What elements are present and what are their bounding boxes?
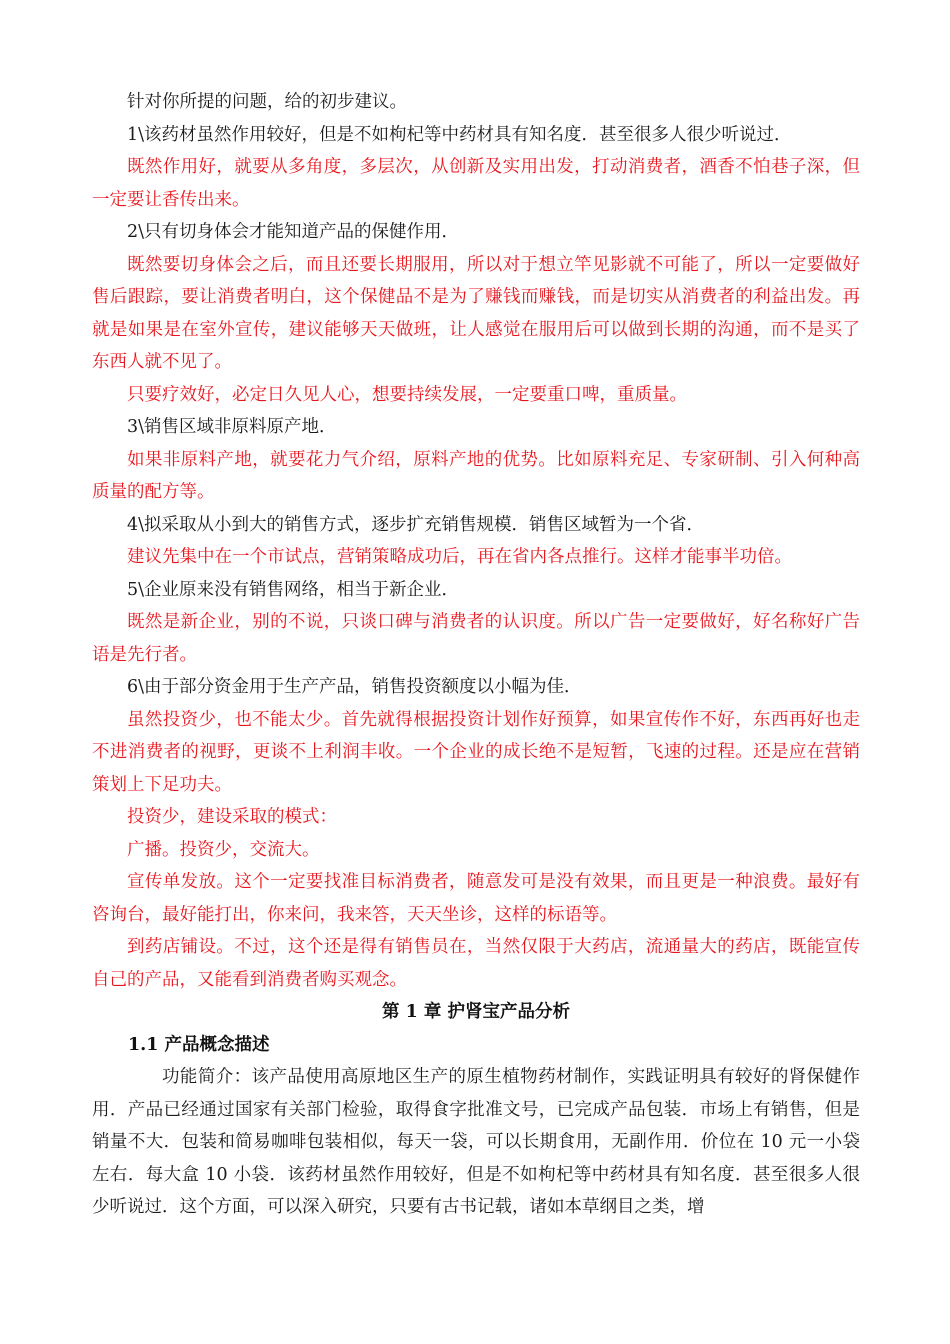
chapter-title: 第 1 章 护肾宝产品分析	[382, 1002, 570, 1022]
answer-4-1: 建议先集中在一个市试点，营销策略成功后，再在省内各点推行。这样才能事半功倍。	[127, 547, 792, 567]
answer-3-1: 如果非原料产地，就要花力气介绍，原料产地的优势。比如原料充足、专家研制、引入何种高质量的配方等。	[92, 449, 860, 502]
document-page	[92, 86, 860, 1224]
answer-6-2: 投资少，建设采取的模式：	[127, 807, 337, 827]
section-title: 1.1 产品概念描述	[128, 1034, 270, 1055]
answer-2-1: 既然要切身体会之后，而且还要长期服用，所以对于想立竿见影就不可能了，所以一定要做好售后跟踪，要让消费者明白，这个保健品不是为了赚钱而赚钱，而是切实从消费者的利益出发。再就是如果是在室外宣传，建议能够天天做班，让人感觉在服用后可以做到长期的沟通，而不是买了东西人就不见了。	[92, 254, 860, 372]
answer-6-5: 到药店铺设。不过，这个还是得有销售员在，当然仅限于大药店，流通量大的药店，既能宣传自己的产品，又能看到消费者购买观念。	[92, 937, 860, 990]
section-body: 功能简介：该产品使用高原地区生产的原生植物药材制作，实践证明具有较好的肾保健作用．产品已经通过国家有关部门检验，取得食字批准文号，已完成产品包装．市场上有销售，但是销量不大．包装和简易咖啡包装相似，每天一袋，可以长期食用，无副作用．价位在 10 元一小袋左右．每大盒 10 小袋．该药材虽然作用较好，但是不如枸杞等中药材具有知名度．甚至很多人很少听说过．这个方面，可以深入研究，只要有古书记载，诸如本草纲目之类，增	[92, 1067, 860, 1217]
question-6: 6\由于部分资金用于生产产品，销售投资额度以小幅为佳．	[127, 677, 582, 697]
question-5: 5\企业原来没有销售网络，相当于新企业．	[127, 579, 460, 600]
answer-6-4: 宣传单发放。这个一定要找准目标消费者，随意发可是没有效果，而且更是一种浪费。最好有咨询台，最好能打出，你来问，我来答，天天坐诊，这样的标语等。	[92, 872, 860, 925]
question-1: 1\该药材虽然作用较好，但是不如枸杞等中药材具有知名度．甚至很多人很少听说过．	[127, 124, 792, 145]
answer-2-2: 只要疗效好，必定日久见人心，想要持续发展，一定要重口啤，重质量。	[127, 384, 687, 405]
answer-6-3: 广播。投资少，交流大。	[127, 839, 320, 860]
answer-5-1: 既然是新企业，别的不说，只谈口碑与消费者的认识度。所以广告一定要做好，好名称好广告语是先行者。	[92, 612, 860, 665]
answer-1-1: 既然作用好，就要从多角度，多层次，从创新及实用出发，打动消费者，酒香不怕巷子深，但一定要让香传出来。	[92, 157, 860, 210]
intro-paragraph: 针对你所提的问题，给的初步建议。	[127, 92, 407, 112]
question-4: 4\拟采取从小到大的销售方式，逐步扩充销售规模．销售区域暂为一个省．	[127, 514, 705, 535]
question-2: 2\只有切身体会才能知道产品的保健作用．	[127, 222, 460, 242]
question-3: 3\销售区域非原料原产地．	[127, 417, 337, 437]
answer-6-1: 虽然投资少，也不能太少。首先就得根据投资计划作好预算，如果宣传作不好，东西再好也走不进消费者的视野，更谈不上利润丰收。一个企业的成长绝不是短暂，飞速的过程。还是应在营销策划上下足功夫。	[92, 709, 860, 795]
